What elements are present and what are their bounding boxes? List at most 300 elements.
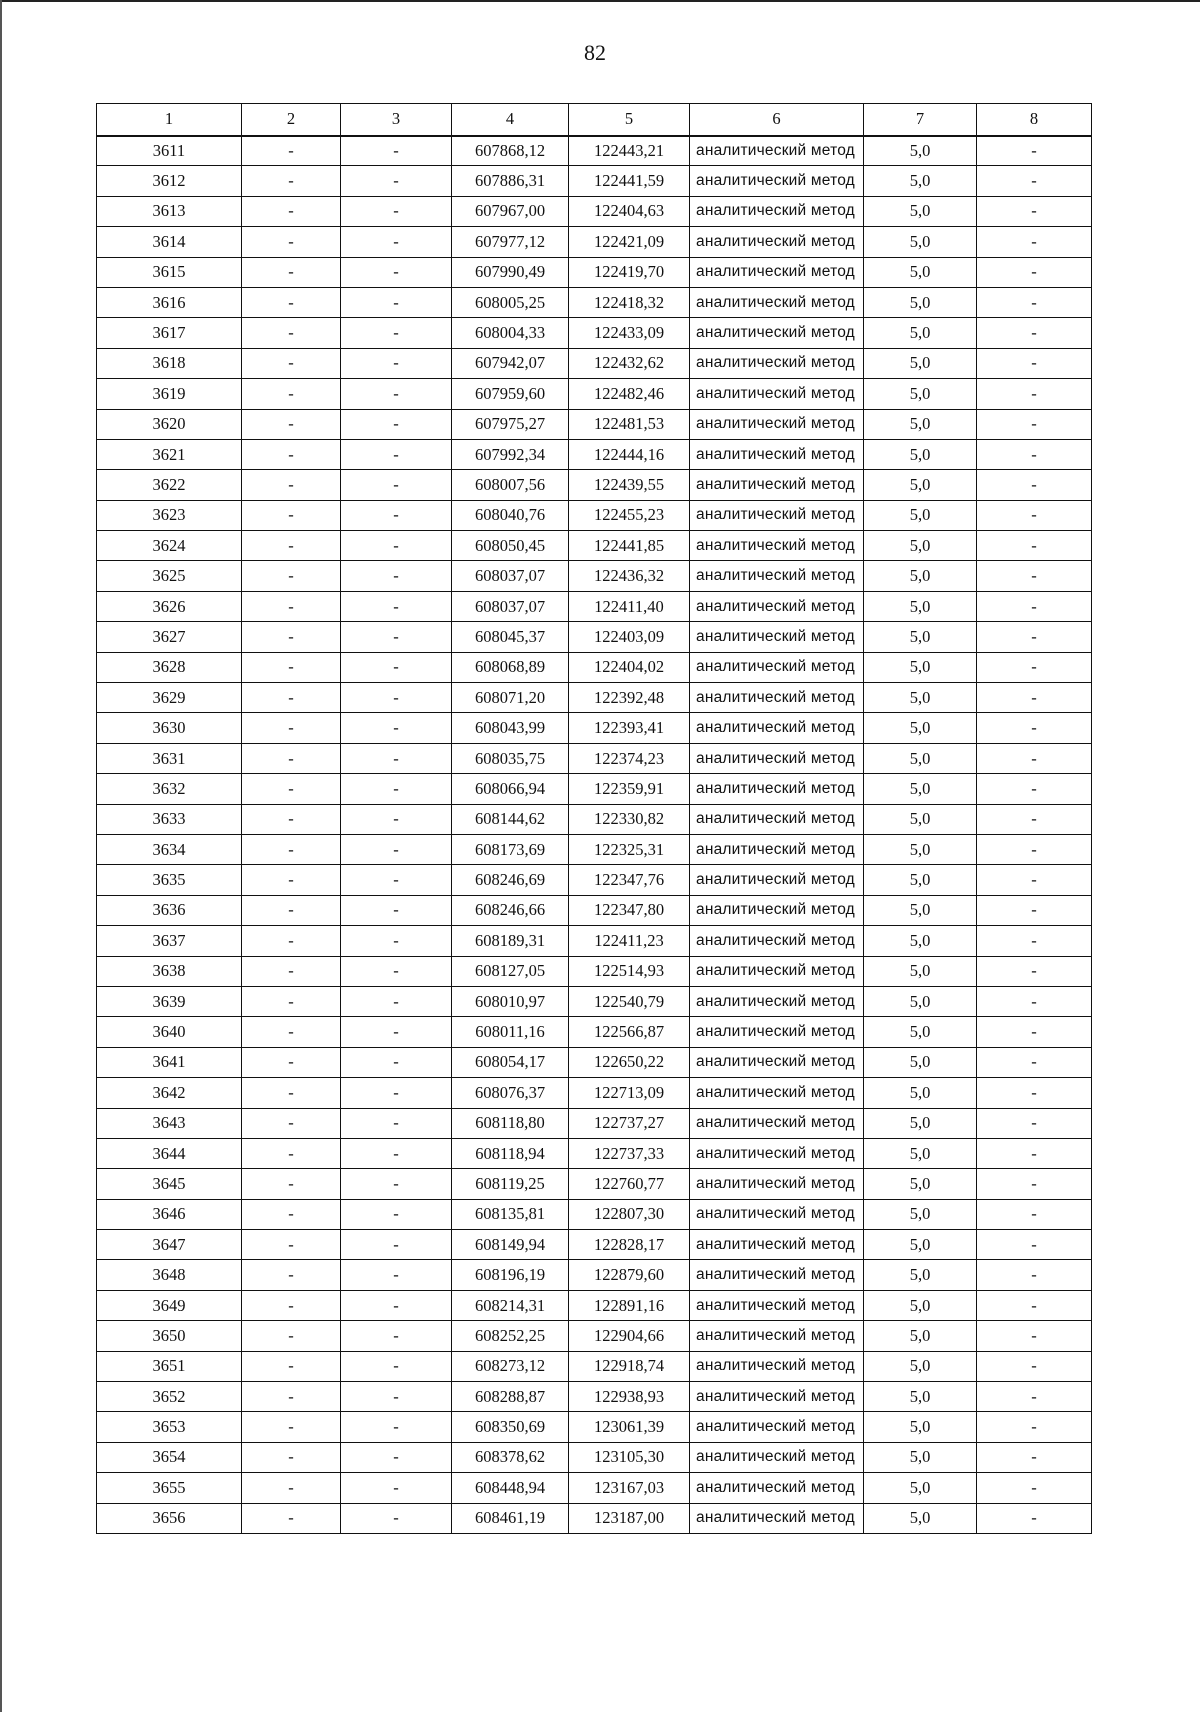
x-coordinate-cell: 608196,19 [452,1260,569,1290]
row-number-cell: 3617 [97,318,242,348]
col-2-value-cell: - [242,318,341,348]
col-8-value-cell: - [977,652,1092,682]
col-8-value-cell: - [977,257,1092,287]
row-number-cell: 3612 [97,166,242,196]
col-3-value-cell: - [341,1047,452,1077]
accuracy-cell: 5,0 [864,409,977,439]
column-header-4: 4 [452,104,569,136]
row-number-cell: 3626 [97,591,242,621]
col-8-value-cell: - [977,1382,1092,1412]
col-3-value-cell: - [341,531,452,561]
x-coordinate-cell: 608119,25 [452,1169,569,1199]
col-3-value-cell: - [341,1351,452,1381]
row-number-cell: 3647 [97,1230,242,1260]
col-3-value-cell: - [341,287,452,317]
accuracy-cell: 5,0 [864,1017,977,1047]
col-2-value-cell: - [242,895,341,925]
method-cell: аналитический метод [690,348,864,378]
x-coordinate-cell: 608066,94 [452,774,569,804]
col-8-value-cell: - [977,166,1092,196]
col-2-value-cell: - [242,1412,341,1442]
col-3-value-cell: - [341,713,452,743]
y-coordinate-cell: 122828,17 [569,1230,690,1260]
col-8-value-cell: - [977,1017,1092,1047]
x-coordinate-cell: 607990,49 [452,257,569,287]
accuracy-cell: 5,0 [864,227,977,257]
y-coordinate-cell: 123061,39 [569,1412,690,1442]
x-coordinate-cell: 608288,87 [452,1382,569,1412]
x-coordinate-cell: 608076,37 [452,1078,569,1108]
accuracy-cell: 5,0 [864,743,977,773]
column-header-2: 2 [242,104,341,136]
col-2-value-cell: - [242,287,341,317]
col-2-value-cell: - [242,591,341,621]
accuracy-cell: 5,0 [864,1321,977,1351]
col-8-value-cell: - [977,804,1092,834]
table-row [97,895,1092,925]
method-cell: аналитический метод [690,470,864,500]
method-cell: аналитический метод [690,652,864,682]
col-8-value-cell: - [977,986,1092,1016]
table-row [97,257,1092,287]
col-3-value-cell: - [341,1382,452,1412]
x-coordinate-cell: 608135,81 [452,1199,569,1229]
y-coordinate-cell: 122411,23 [569,926,690,956]
row-number-cell: 3641 [97,1047,242,1077]
column-header-5: 5 [569,104,690,136]
col-2-value-cell: - [242,1260,341,1290]
col-2-value-cell: - [242,834,341,864]
col-3-value-cell: - [341,804,452,834]
col-2-value-cell: - [242,470,341,500]
y-coordinate-cell: 122330,82 [569,804,690,834]
accuracy-cell: 5,0 [864,1382,977,1412]
row-number-cell: 3623 [97,500,242,530]
accuracy-cell: 5,0 [864,865,977,895]
table-row [97,683,1092,713]
table-row [97,1290,1092,1320]
x-coordinate-cell: 607942,07 [452,348,569,378]
row-number-cell: 3615 [97,257,242,287]
col-8-value-cell: - [977,865,1092,895]
col-3-value-cell: - [341,1442,452,1472]
table-row [97,1442,1092,1472]
col-3-value-cell: - [341,591,452,621]
table-row [97,1382,1092,1412]
x-coordinate-cell: 608273,12 [452,1351,569,1381]
col-3-value-cell: - [341,622,452,652]
col-8-value-cell: - [977,318,1092,348]
method-cell: аналитический метод [690,591,864,621]
method-cell: аналитический метод [690,1412,864,1442]
method-cell: аналитический метод [690,1473,864,1503]
method-cell: аналитический метод [690,439,864,469]
col-2-value-cell: - [242,348,341,378]
col-3-value-cell: - [341,227,452,257]
table-row [97,470,1092,500]
y-coordinate-cell: 122411,40 [569,591,690,621]
x-coordinate-cell: 608068,89 [452,652,569,682]
x-coordinate-cell: 608040,76 [452,500,569,530]
x-coordinate-cell: 608118,94 [452,1138,569,1168]
col-3-value-cell: - [341,956,452,986]
x-coordinate-cell: 607868,12 [452,136,569,166]
row-number-cell: 3633 [97,804,242,834]
x-coordinate-cell: 607975,27 [452,409,569,439]
col-8-value-cell: - [977,227,1092,257]
table-row [97,622,1092,652]
x-coordinate-cell: 608127,05 [452,956,569,986]
col-3-value-cell: - [341,257,452,287]
col-3-value-cell: - [341,834,452,864]
col-8-value-cell: - [977,1473,1092,1503]
row-number-cell: 3650 [97,1321,242,1351]
scan-edge-top [0,0,1200,2]
col-3-value-cell: - [341,561,452,591]
x-coordinate-cell: 608448,94 [452,1473,569,1503]
col-3-value-cell: - [341,1321,452,1351]
row-number-cell: 3651 [97,1351,242,1381]
y-coordinate-cell: 122433,09 [569,318,690,348]
col-3-value-cell: - [341,196,452,226]
y-coordinate-cell: 122418,32 [569,287,690,317]
y-coordinate-cell: 122444,16 [569,439,690,469]
table-body [97,136,1092,1534]
x-coordinate-cell: 608246,69 [452,865,569,895]
col-8-value-cell: - [977,561,1092,591]
x-coordinate-cell: 607959,60 [452,379,569,409]
row-number-cell: 3653 [97,1412,242,1442]
x-coordinate-cell: 608461,19 [452,1503,569,1533]
col-3-value-cell: - [341,1199,452,1229]
method-cell: аналитический метод [690,1230,864,1260]
method-cell: аналитический метод [690,1169,864,1199]
col-3-value-cell: - [341,1108,452,1138]
row-number-cell: 3639 [97,986,242,1016]
accuracy-cell: 5,0 [864,956,977,986]
col-3-value-cell: - [341,1473,452,1503]
x-coordinate-cell: 608378,62 [452,1442,569,1472]
col-8-value-cell: - [977,1108,1092,1138]
row-number-cell: 3629 [97,683,242,713]
row-number-cell: 3648 [97,1260,242,1290]
accuracy-cell: 5,0 [864,500,977,530]
col-3-value-cell: - [341,683,452,713]
table-row [97,166,1092,196]
col-8-value-cell: - [977,1230,1092,1260]
method-cell: аналитический метод [690,713,864,743]
y-coordinate-cell: 122918,74 [569,1351,690,1381]
method-cell: аналитический метод [690,1503,864,1533]
accuracy-cell: 5,0 [864,591,977,621]
y-coordinate-cell: 122566,87 [569,1017,690,1047]
y-coordinate-cell: 122441,59 [569,166,690,196]
accuracy-cell: 5,0 [864,1290,977,1320]
col-8-value-cell: - [977,1138,1092,1168]
table-row [97,348,1092,378]
col-2-value-cell: - [242,1108,341,1138]
col-3-value-cell: - [341,1017,452,1047]
table-row [97,439,1092,469]
col-8-value-cell: - [977,774,1092,804]
method-cell: аналитический метод [690,774,864,804]
y-coordinate-cell: 122904,66 [569,1321,690,1351]
col-8-value-cell: - [977,409,1092,439]
col-3-value-cell: - [341,409,452,439]
y-coordinate-cell: 122455,23 [569,500,690,530]
col-8-value-cell: - [977,1321,1092,1351]
row-number-cell: 3636 [97,895,242,925]
table-row [97,1108,1092,1138]
accuracy-cell: 5,0 [864,348,977,378]
accuracy-cell: 5,0 [864,561,977,591]
col-2-value-cell: - [242,196,341,226]
x-coordinate-cell: 607967,00 [452,196,569,226]
col-2-value-cell: - [242,1321,341,1351]
table-row [97,1230,1092,1260]
col-2-value-cell: - [242,1442,341,1472]
col-8-value-cell: - [977,287,1092,317]
method-cell: аналитический метод [690,318,864,348]
col-8-value-cell: - [977,591,1092,621]
table-row [97,774,1092,804]
row-number-cell: 3628 [97,652,242,682]
accuracy-cell: 5,0 [864,713,977,743]
y-coordinate-cell: 122393,41 [569,713,690,743]
col-8-value-cell: - [977,500,1092,530]
table-row [97,1199,1092,1229]
col-2-value-cell: - [242,166,341,196]
row-number-cell: 3637 [97,926,242,956]
col-2-value-cell: - [242,379,341,409]
table-row [97,1260,1092,1290]
row-number-cell: 3656 [97,1503,242,1533]
table-row [97,652,1092,682]
row-number-cell: 3654 [97,1442,242,1472]
row-number-cell: 3622 [97,470,242,500]
accuracy-cell: 5,0 [864,1442,977,1472]
scan-edge-left [0,0,2,1712]
col-2-value-cell: - [242,774,341,804]
method-cell: аналитический метод [690,1078,864,1108]
row-number-cell: 3616 [97,287,242,317]
accuracy-cell: 5,0 [864,986,977,1016]
y-coordinate-cell: 122713,09 [569,1078,690,1108]
col-2-value-cell: - [242,561,341,591]
table-row [97,956,1092,986]
col-2-value-cell: - [242,439,341,469]
table-row [97,986,1092,1016]
x-coordinate-cell: 608118,80 [452,1108,569,1138]
accuracy-cell: 5,0 [864,622,977,652]
table-row [97,1503,1092,1533]
method-cell: аналитический метод [690,500,864,530]
col-2-value-cell: - [242,683,341,713]
y-coordinate-cell: 122439,55 [569,470,690,500]
method-cell: аналитический метод [690,166,864,196]
accuracy-cell: 5,0 [864,257,977,287]
col-2-value-cell: - [242,1017,341,1047]
accuracy-cell: 5,0 [864,379,977,409]
y-coordinate-cell: 122879,60 [569,1260,690,1290]
y-coordinate-cell: 122650,22 [569,1047,690,1077]
table-row [97,287,1092,317]
col-3-value-cell: - [341,865,452,895]
method-cell: аналитический метод [690,1199,864,1229]
x-coordinate-cell: 608252,25 [452,1321,569,1351]
method-cell: аналитический метод [690,1351,864,1381]
table-row [97,1351,1092,1381]
y-coordinate-cell: 123187,00 [569,1503,690,1533]
col-8-value-cell: - [977,136,1092,166]
col-3-value-cell: - [341,1290,452,1320]
x-coordinate-cell: 608043,99 [452,713,569,743]
accuracy-cell: 5,0 [864,1078,977,1108]
col-8-value-cell: - [977,379,1092,409]
table-row [97,1473,1092,1503]
method-cell: аналитический метод [690,1321,864,1351]
method-cell: аналитический метод [690,1442,864,1472]
col-3-value-cell: - [341,1078,452,1108]
table-row [97,531,1092,561]
method-cell: аналитический метод [690,804,864,834]
col-3-value-cell: - [341,774,452,804]
method-cell: аналитический метод [690,136,864,166]
col-2-value-cell: - [242,956,341,986]
x-coordinate-cell: 608071,20 [452,683,569,713]
col-3-value-cell: - [341,652,452,682]
y-coordinate-cell: 122514,93 [569,956,690,986]
method-cell: аналитический метод [690,683,864,713]
table-row [97,561,1092,591]
table-row [97,1078,1092,1108]
col-8-value-cell: - [977,439,1092,469]
y-coordinate-cell: 122482,46 [569,379,690,409]
col-3-value-cell: - [341,1230,452,1260]
col-8-value-cell: - [977,683,1092,713]
accuracy-cell: 5,0 [864,895,977,925]
col-8-value-cell: - [977,713,1092,743]
row-number-cell: 3645 [97,1169,242,1199]
x-coordinate-cell: 608037,07 [452,591,569,621]
row-number-cell: 3635 [97,865,242,895]
table-row [97,227,1092,257]
col-2-value-cell: - [242,1199,341,1229]
col-2-value-cell: - [242,713,341,743]
col-8-value-cell: - [977,531,1092,561]
col-2-value-cell: - [242,227,341,257]
col-8-value-cell: - [977,895,1092,925]
method-cell: аналитический метод [690,531,864,561]
method-cell: аналитический метод [690,227,864,257]
accuracy-cell: 5,0 [864,1108,977,1138]
y-coordinate-cell: 122347,76 [569,865,690,895]
table-row [97,1138,1092,1168]
accuracy-cell: 5,0 [864,1503,977,1533]
col-3-value-cell: - [341,136,452,166]
method-cell: аналитический метод [690,1047,864,1077]
method-cell: аналитический метод [690,1382,864,1412]
row-number-cell: 3619 [97,379,242,409]
row-number-cell: 3621 [97,439,242,469]
method-cell: аналитический метод [690,1108,864,1138]
col-2-value-cell: - [242,1169,341,1199]
row-number-cell: 3632 [97,774,242,804]
col-2-value-cell: - [242,1351,341,1381]
accuracy-cell: 5,0 [864,1199,977,1229]
col-2-value-cell: - [242,1473,341,1503]
accuracy-cell: 5,0 [864,1047,977,1077]
x-coordinate-cell: 608246,66 [452,895,569,925]
y-coordinate-cell: 122481,53 [569,409,690,439]
table-row [97,1017,1092,1047]
y-coordinate-cell: 122737,27 [569,1108,690,1138]
row-number-cell: 3646 [97,1199,242,1229]
y-coordinate-cell: 122938,93 [569,1382,690,1412]
method-cell: аналитический метод [690,986,864,1016]
col-3-value-cell: - [341,1138,452,1168]
col-3-value-cell: - [341,166,452,196]
table-row [97,318,1092,348]
col-8-value-cell: - [977,1169,1092,1199]
col-2-value-cell: - [242,1503,341,1533]
col-8-value-cell: - [977,834,1092,864]
table-row [97,591,1092,621]
col-3-value-cell: - [341,318,452,348]
method-cell: аналитический метод [690,1290,864,1320]
table-row [97,1321,1092,1351]
col-3-value-cell: - [341,1503,452,1533]
col-3-value-cell: - [341,895,452,925]
row-number-cell: 3614 [97,227,242,257]
x-coordinate-cell: 608350,69 [452,1412,569,1442]
page-number: 82 [584,40,606,65]
col-2-value-cell: - [242,500,341,530]
row-number-cell: 3620 [97,409,242,439]
method-cell: аналитический метод [690,196,864,226]
x-coordinate-cell: 607977,12 [452,227,569,257]
y-coordinate-cell: 123167,03 [569,1473,690,1503]
column-header-6: 6 [690,104,864,136]
col-2-value-cell: - [242,652,341,682]
row-number-cell: 3642 [97,1078,242,1108]
method-cell: аналитический метод [690,622,864,652]
x-coordinate-cell: 608045,37 [452,622,569,652]
method-cell: аналитический метод [690,1017,864,1047]
x-coordinate-cell: 608005,25 [452,287,569,317]
col-3-value-cell: - [341,1412,452,1442]
table-header-row [97,104,1092,136]
col-3-value-cell: - [341,926,452,956]
x-coordinate-cell: 608189,31 [452,926,569,956]
table-row [97,1169,1092,1199]
x-coordinate-cell: 607992,34 [452,439,569,469]
col-8-value-cell: - [977,1260,1092,1290]
y-coordinate-cell: 122404,63 [569,196,690,226]
accuracy-cell: 5,0 [864,1169,977,1199]
column-header-1: 1 [97,104,242,136]
y-coordinate-cell: 122432,62 [569,348,690,378]
x-coordinate-cell: 608004,33 [452,318,569,348]
row-number-cell: 3655 [97,1473,242,1503]
y-coordinate-cell: 122392,48 [569,683,690,713]
x-coordinate-cell: 608035,75 [452,743,569,773]
row-number-cell: 3627 [97,622,242,652]
col-2-value-cell: - [242,865,341,895]
accuracy-cell: 5,0 [864,1473,977,1503]
y-coordinate-cell: 122325,31 [569,834,690,864]
col-3-value-cell: - [341,743,452,773]
